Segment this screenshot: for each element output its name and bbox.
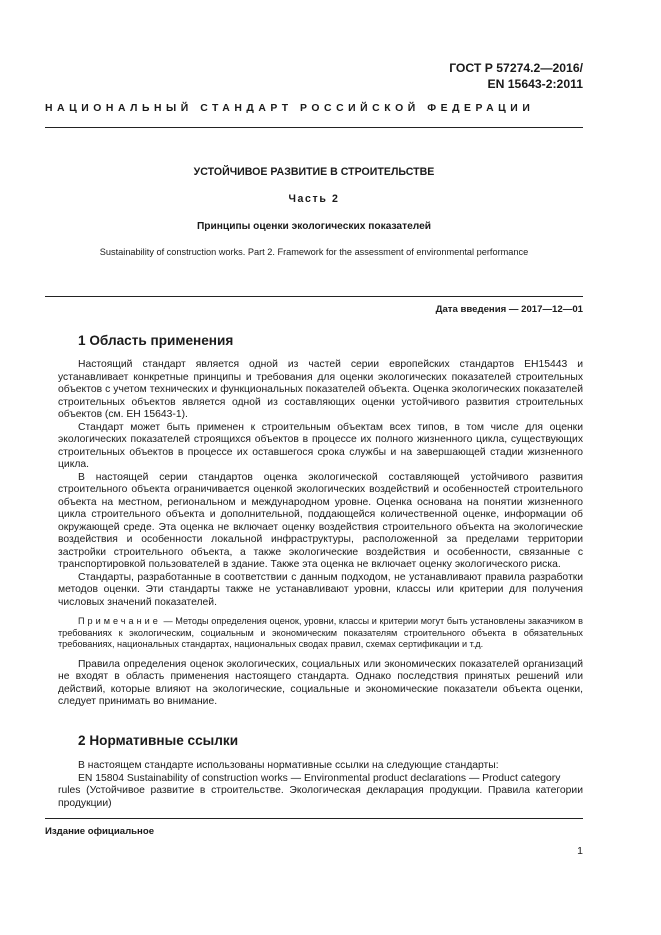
official-edition-label: Издание официальное	[45, 826, 155, 837]
footer-divider	[45, 818, 583, 819]
document-title: УСТОЙЧИВОЕ РАЗВИТИЕ В СТРОИТЕЛЬСТВЕ	[193, 166, 435, 178]
national-standard-banner: НАЦИОНАЛЬНЫЙ СТАНДАРТ РОССИЙСКОЙ ФЕДЕРАЦИИ	[45, 103, 535, 114]
note-label: Примечание	[78, 616, 161, 626]
en-number: EN 15643-2:2011	[487, 77, 583, 91]
gost-designation	[449, 60, 583, 92]
header-divider	[45, 127, 583, 128]
section-2-body	[58, 760, 583, 810]
section-1-paragraph: В настоящей серии стандартов оценка экологической составляющей устойчивого развития строительного объекта ограничивается оценкой экологических воздействий и особенностей строительного объекта на местном, региональном и международном уровне. Оценка основана на понятии жизненного цикла строительного объекта и дополнительной, поддающейся количественной оценке, информации об окружающей среде. Эта оценка не включает оценку воздействия строительного объекта на экологические воздействия и особенности локальной инфраструктуры, расположенной за пределами территории застройки строительного объекта, а также экологические воздействия и особенности, связанные с транспортировкой пользователей в здание. Также эта оценка не включает оценку экологического риска.	[58, 471, 583, 570]
english-title: Sustainability of construction works. Part 2. Framework for the assessment of environmental performance	[99, 247, 529, 257]
section-1-paragraph: Правила определения оценок экологических, социальных или экономических показателей организаций не входят в область применения настоящего стандарта. Однако последствия принятых решений или действий, которые влияют на экологические, социальные и экономические показатели объекта оценки, следует принимать во внимание.	[58, 658, 583, 708]
section-1-heading: 1 Область применения	[78, 333, 234, 348]
note-text: — Методы определения оценок, уровни, классы и критерии могут быть установлены заказчиком в требованиях к экологическим, социальным и экономическим показателям строительного объекта в обязательных требованиях, национальных стандартах, национальных сводах правил, схемах сертификации и т.д.	[58, 616, 583, 650]
page-number: 1	[577, 845, 583, 857]
reference-continuation: rules (Устойчивое развитие в строительстве. Экологическая декларация продукции. Правила категории продукции)	[58, 785, 583, 809]
section-1-paragraph: Стандарты, разработанные в соответствии с данным подходом, не устанавливают правила разработки методов оценки. Эти стандарты также не устанавливают уровни, классы или критерии для получения числовых значений показателей.	[58, 571, 583, 608]
reference-line: EN 15804 Sustainability of construction works — Environmental product declarations — Product category	[78, 772, 561, 784]
section-1-body	[58, 359, 583, 709]
gost-number: ГОСТ Р 57274.2—2016/	[449, 61, 583, 75]
section-2-heading: 2 Нормативные ссылки	[78, 733, 239, 748]
note	[58, 616, 583, 651]
section-1-paragraph: Настоящий стандарт является одной из частей серии европейских стандартов ЕН15443 и устанавливает конкретные принципы и требования для оценки экологических показателей строительных объектов с учетом технических и функциональных показателей объекта. Оценка экологических показателей строительных объектов является одной из составляющих оценки устойчивого развития строительных объектов (см. ЕН 15643-1).	[58, 359, 583, 420]
section-2-paragraph: В настоящем стандарте использованы нормативные ссылки на следующие стандарты:	[78, 760, 499, 771]
title-divider	[45, 296, 583, 297]
part-label: Часть 2	[288, 193, 340, 205]
introduction-date: Дата введения — 2017—12—01	[435, 304, 583, 315]
document-subtitle: Принципы оценки экологических показателей	[196, 221, 432, 232]
section-1-paragraph: Стандарт может быть применен к строительным объектам всех типов, в том числе для оценки экологических показателей строящихся объектов в процессе их полного жизненного цикла, существующих строительных объектов в процессе их оставшегося срока службы и на завершающей стадии жизненного цикла.	[58, 421, 583, 470]
